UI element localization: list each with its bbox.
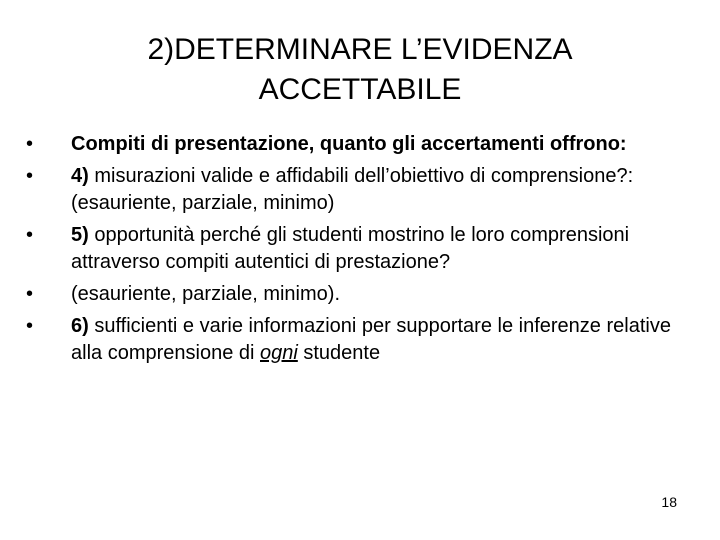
title-line-2: ACCETTABILE — [258, 73, 462, 106]
bullet-item-4 — [26, 281, 696, 308]
bullet-5-emphasis: ogni — [260, 342, 298, 364]
bullet-list — [26, 131, 696, 372]
bullet-icon: • — [26, 283, 34, 305]
bullet-item-3 — [26, 222, 696, 276]
bullet-5-tail: studente — [297, 342, 381, 364]
bullet-icon: • — [26, 165, 34, 187]
slide-title — [60, 30, 660, 110]
bullet-icon: • — [26, 224, 34, 246]
title-line-1: 2)DETERMINARE L’EVIDENZA — [147, 33, 573, 66]
bullet-2-strong: 4) — [71, 165, 89, 187]
bullet-icon: • — [26, 133, 34, 155]
bullet-1-strong: Compiti di presentazione, quanto gli accertamenti offrono: — [71, 133, 627, 155]
bullet-item-2 — [26, 163, 696, 217]
bullet-5-strong: 6) — [71, 315, 89, 337]
bullet-item-1 — [26, 131, 696, 158]
bullet-2-text: misurazioni valide e affidabili dell’obiettivo di comprensione?: (esauriente, parziale, minimo) — [71, 165, 634, 214]
page-number: 18 — [661, 494, 677, 510]
bullet-5-text: sufficienti e varie informazioni per supportare le inferenze relative alla comprensione di — [71, 315, 671, 364]
bullet-4-text: (esauriente, parziale, minimo). — [71, 283, 340, 305]
bullet-3-strong: 5) — [71, 224, 89, 246]
bullet-icon: • — [26, 315, 34, 337]
bullet-item-5 — [26, 313, 696, 367]
bullet-3-text: opportunità perché gli studenti mostrino le loro comprensioni attraverso compiti autentici di prestazione? — [71, 224, 630, 273]
